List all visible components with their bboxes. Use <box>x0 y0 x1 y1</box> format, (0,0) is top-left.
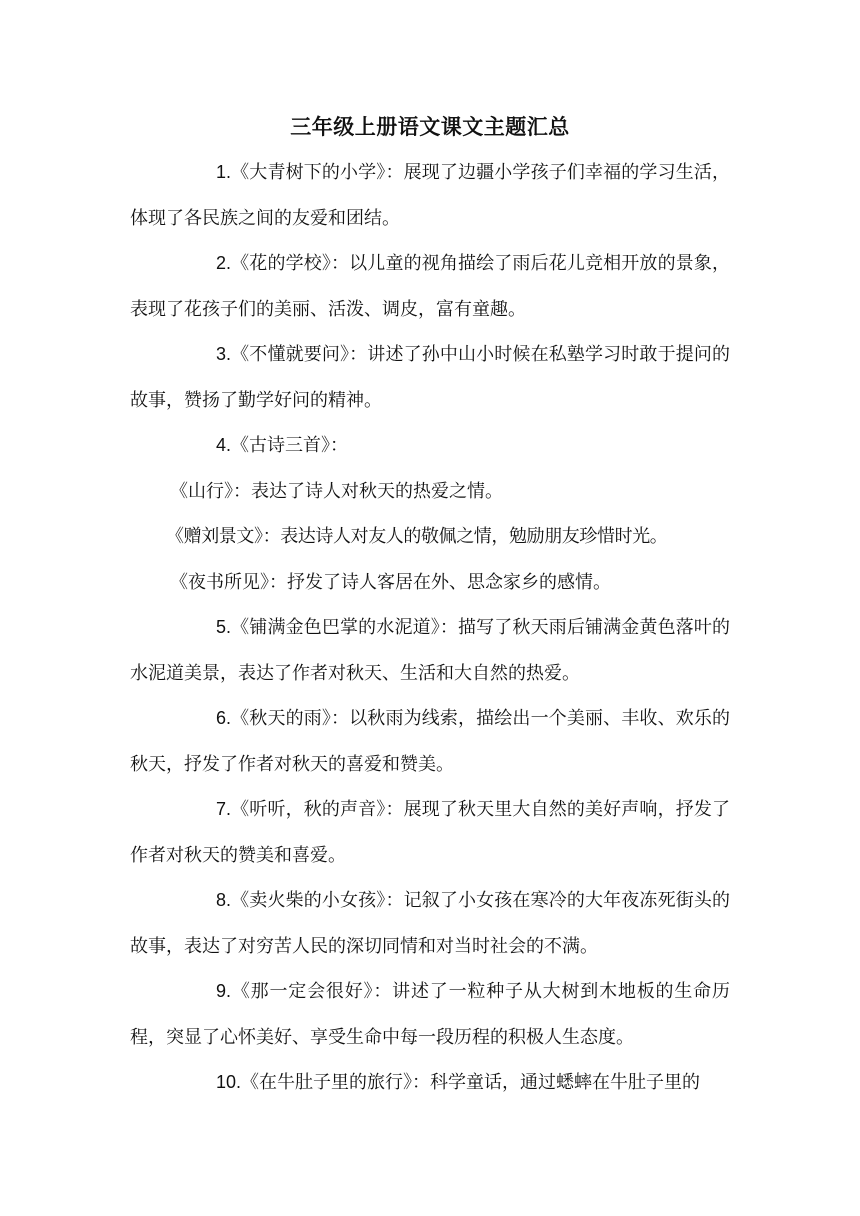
poem-item <box>130 514 730 560</box>
poem-text: 《山行》：表达了诗人对秋天的热爱之情。 <box>170 480 503 502</box>
item-number: 1. <box>216 162 232 182</box>
item-number: 3. <box>216 344 232 364</box>
list-item <box>130 150 730 241</box>
item-number: 5. <box>216 617 232 637</box>
item-number: 9. <box>216 981 232 1001</box>
item-text: 《不懂就要问》：讲述了孙中山小时候在私塾学习时敢于提问的故事，赞扬了勤学好问的精神。 <box>130 344 730 411</box>
poem-text: 《赠刘景文》：表达诗人对友人的敬佩之情，勉励朋友珍惜时光。 <box>166 526 668 547</box>
item-number: 7. <box>216 799 232 819</box>
item-number: 10. <box>216 1072 242 1092</box>
item-number: 6. <box>216 708 232 728</box>
item-text: 《花的学校》：以儿童的视角描绘了雨后花儿竞相开放的景象，表现了花孩子们的美丽、活泼、调皮，富有童趣。 <box>130 253 730 320</box>
item-text: 《卖火柴的小女孩》：记叙了小女孩在寒冷的大年夜冻死街头的故事，表达了对穷苦人民的深切同情和对当时社会的不满。 <box>130 890 730 957</box>
item-text: 《大青树下的小学》：展现了边疆小学孩子们幸福的学习生活，体现了各民族之间的友爱和团结。 <box>130 162 730 229</box>
poem-text: 《夜书所见》：抒发了诗人客居在外、思念家乡的感情。 <box>170 571 611 593</box>
item-number: 2. <box>216 253 232 273</box>
item-text: 《古诗三首》： <box>231 435 349 456</box>
list-item <box>130 423 730 469</box>
list-item <box>130 787 730 878</box>
item-text: 《在牛肚子里的旅行》：科学童话，通过蟋蟀在牛肚子里的 <box>241 1072 701 1093</box>
poem-item <box>130 469 730 515</box>
list-item <box>130 605 730 696</box>
list-item <box>130 969 730 1060</box>
item-text: 《秋天的雨》：以秋雨为线索，描绘出一个美丽、丰收、欢乐的秋天，抒发了作者对秋天的喜爱和赞美。 <box>130 708 730 775</box>
item-text: 《铺满金色巴掌的水泥道》：描写了秋天雨后铺满金黄色落叶的水泥道美景，表达了作者对秋天、生活和大自然的热爱。 <box>130 617 730 684</box>
list-item <box>130 878 730 969</box>
item-number: 8. <box>216 890 232 910</box>
list-item <box>130 332 730 423</box>
poem-item <box>130 560 730 606</box>
item-text: 《听听，秋的声音》：展现了秋天里大自然的美好声响，抒发了作者对秋天的赞美和喜爱。 <box>130 799 730 866</box>
list-item <box>130 241 730 332</box>
document-body <box>130 150 730 1106</box>
item-number: 4. <box>216 435 232 455</box>
list-item <box>130 696 730 787</box>
list-item <box>130 1060 730 1106</box>
item-text: 《那一定会很好》：讲述了一粒种子从大树到木地板的生命历程，突显了心怀美好、享受生命中每一段历程的积极人生态度。 <box>130 981 730 1048</box>
page-title: 三年级上册语文课文主题汇总 <box>290 115 570 139</box>
